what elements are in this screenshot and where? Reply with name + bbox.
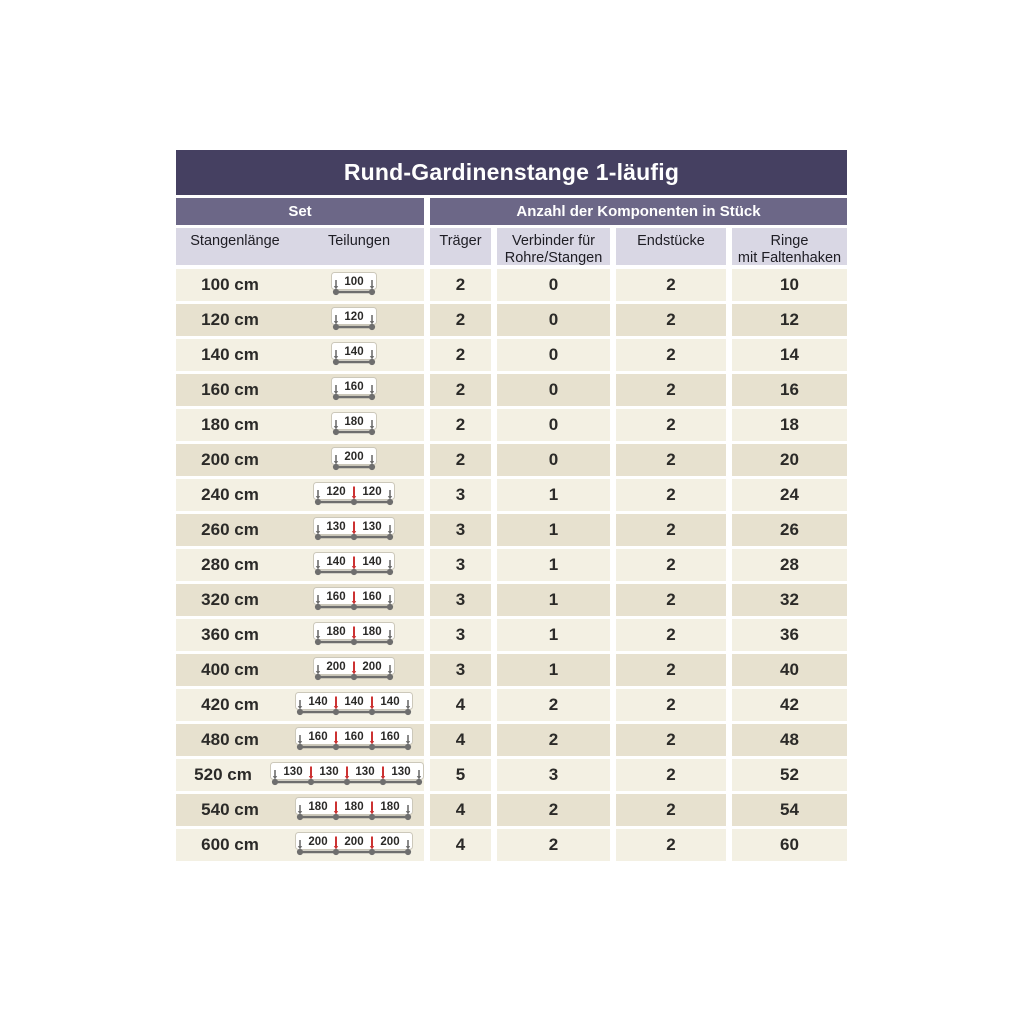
set-cell — [176, 269, 424, 301]
stangenlaenge-value: 280 cm — [201, 555, 259, 574]
traeger-value: 3 — [430, 549, 491, 581]
svg-text:180: 180 — [344, 800, 364, 813]
verbinder-value: 1 — [497, 549, 610, 581]
ringe-value: 12 — [732, 304, 847, 336]
teilungen-diagram — [284, 552, 424, 579]
ringe-value: 28 — [732, 549, 847, 581]
endstuecke-value: 2 — [616, 619, 726, 651]
svg-text:180: 180 — [308, 800, 328, 813]
table-row — [176, 724, 847, 756]
teilungen-diagram — [284, 342, 424, 369]
verbinder-value: 0 — [497, 304, 610, 336]
svg-text:200: 200 — [380, 835, 400, 848]
ringe-value: 42 — [732, 689, 847, 721]
table-title: Rund-Gardinenstange 1-läufig — [176, 150, 847, 195]
set-cell — [176, 759, 424, 791]
col-header-ringe — [732, 228, 847, 265]
traeger-value: 3 — [430, 479, 491, 511]
svg-text:140: 140 — [362, 555, 382, 568]
table-row — [176, 374, 847, 406]
teilungen-diagram — [284, 587, 424, 614]
stangenlaenge-value: 420 cm — [201, 695, 259, 714]
group-header-components: Anzahl der Komponenten in Stück — [430, 198, 847, 225]
endstuecke-value: 2 — [616, 584, 726, 616]
traeger-value: 2 — [430, 374, 491, 406]
endstuecke-value: 2 — [616, 444, 726, 476]
ringe-value: 20 — [732, 444, 847, 476]
endstuecke-value: 2 — [616, 514, 726, 546]
svg-text:160: 160 — [308, 730, 328, 743]
teilungen-diagram — [270, 762, 424, 789]
teilungen-diagram — [284, 377, 424, 404]
stangenlaenge-value: 360 cm — [201, 625, 259, 644]
verbinder-value: 0 — [497, 444, 610, 476]
svg-text:130: 130 — [362, 520, 382, 533]
svg-text:180: 180 — [380, 800, 400, 813]
traeger-value: 4 — [430, 689, 491, 721]
verbinder-value: 1 — [497, 654, 610, 686]
verbinder-value: 1 — [497, 514, 610, 546]
table-row — [176, 409, 847, 441]
svg-text:160: 160 — [326, 590, 346, 603]
verbinder-value: 1 — [497, 479, 610, 511]
set-cell — [176, 584, 424, 616]
ringe-value: 24 — [732, 479, 847, 511]
verbinder-value: 1 — [497, 584, 610, 616]
teilungen-diagram — [284, 307, 424, 334]
endstuecke-value: 2 — [616, 269, 726, 301]
svg-text:140: 140 — [344, 695, 364, 708]
ringe-value: 48 — [732, 724, 847, 756]
stangenlaenge-value: 180 cm — [201, 415, 259, 434]
set-cell — [176, 829, 424, 861]
ringe-value: 32 — [732, 584, 847, 616]
ringe-value: 36 — [732, 619, 847, 651]
set-cell — [176, 654, 424, 686]
svg-text:160: 160 — [362, 590, 382, 603]
traeger-value: 5 — [430, 759, 491, 791]
traeger-value: 2 — [430, 444, 491, 476]
endstuecke-value: 2 — [616, 794, 726, 826]
svg-text:100: 100 — [344, 275, 364, 288]
endstuecke-value: 2 — [616, 724, 726, 756]
column-header-row — [176, 228, 847, 265]
table-row — [176, 689, 847, 721]
table-row — [176, 479, 847, 511]
stangenlaenge-value: 240 cm — [201, 485, 259, 504]
svg-text:130: 130 — [391, 765, 411, 778]
endstuecke-value: 2 — [616, 654, 726, 686]
endstuecke-value: 2 — [616, 759, 726, 791]
col-header-set — [176, 228, 424, 265]
verbinder-value: 0 — [497, 269, 610, 301]
table-row — [176, 584, 847, 616]
col-header-verbinder-line2: Rohre/Stangen — [504, 250, 603, 266]
svg-text:200: 200 — [344, 835, 364, 848]
svg-text:200: 200 — [326, 660, 346, 673]
stangenlaenge-value: 260 cm — [201, 520, 259, 539]
verbinder-value: 0 — [497, 409, 610, 441]
svg-text:200: 200 — [344, 450, 364, 463]
traeger-value: 3 — [430, 584, 491, 616]
svg-text:130: 130 — [326, 520, 346, 533]
set-cell — [176, 339, 424, 371]
teilungen-diagram — [284, 622, 424, 649]
stangenlaenge-value: 200 cm — [201, 450, 259, 469]
teilungen-diagram — [284, 657, 424, 684]
set-cell — [176, 444, 424, 476]
table-row — [176, 269, 847, 301]
verbinder-value: 1 — [497, 619, 610, 651]
traeger-value: 2 — [430, 339, 491, 371]
stangenlaenge-value: 160 cm — [201, 380, 259, 399]
svg-text:120: 120 — [344, 310, 364, 323]
endstuecke-value: 2 — [616, 479, 726, 511]
traeger-value: 3 — [430, 619, 491, 651]
traeger-value: 3 — [430, 514, 491, 546]
teilungen-diagram — [284, 832, 424, 859]
set-cell — [176, 514, 424, 546]
svg-text:160: 160 — [344, 730, 364, 743]
table-body — [176, 269, 847, 861]
verbinder-value: 2 — [497, 829, 610, 861]
stangenlaenge-value: 320 cm — [201, 590, 259, 609]
ringe-value: 14 — [732, 339, 847, 371]
ringe-value: 52 — [732, 759, 847, 791]
stangenlaenge-value: 520 cm — [194, 765, 252, 784]
ringe-value: 16 — [732, 374, 847, 406]
teilungen-diagram — [284, 482, 424, 509]
col-header-traeger: Träger — [430, 228, 491, 265]
teilungen-diagram — [284, 272, 424, 299]
set-cell — [176, 549, 424, 581]
svg-text:140: 140 — [344, 345, 364, 358]
col-header-endstuecke: Endstücke — [616, 228, 726, 265]
table-row — [176, 829, 847, 861]
table-row — [176, 304, 847, 336]
verbinder-value: 0 — [497, 374, 610, 406]
svg-text:120: 120 — [362, 485, 382, 498]
svg-text:160: 160 — [380, 730, 400, 743]
set-cell — [176, 724, 424, 756]
teilungen-diagram — [284, 447, 424, 474]
set-cell — [176, 689, 424, 721]
table-row — [176, 654, 847, 686]
svg-text:160: 160 — [344, 380, 364, 393]
traeger-value: 4 — [430, 794, 491, 826]
col-header-verbinder — [497, 228, 610, 265]
svg-text:200: 200 — [308, 835, 328, 848]
svg-text:130: 130 — [283, 765, 303, 778]
svg-text:180: 180 — [344, 415, 364, 428]
set-cell — [176, 304, 424, 336]
endstuecke-value: 2 — [616, 549, 726, 581]
svg-text:120: 120 — [326, 485, 346, 498]
stangenlaenge-value: 100 cm — [201, 275, 259, 294]
verbinder-value: 0 — [497, 339, 610, 371]
svg-text:140: 140 — [308, 695, 328, 708]
set-cell — [176, 619, 424, 651]
traeger-value: 3 — [430, 654, 491, 686]
set-cell — [176, 794, 424, 826]
svg-text:130: 130 — [319, 765, 339, 778]
teilungen-diagram — [284, 412, 424, 439]
col-header-teilungen: Teilungen — [327, 233, 391, 249]
svg-text:130: 130 — [355, 765, 375, 778]
endstuecke-value: 2 — [616, 409, 726, 441]
stangenlaenge-value: 120 cm — [201, 310, 259, 329]
verbinder-value: 2 — [497, 724, 610, 756]
group-header-set: Set — [176, 198, 424, 225]
table-row — [176, 339, 847, 371]
table-row — [176, 549, 847, 581]
table-row — [176, 619, 847, 651]
ringe-value: 26 — [732, 514, 847, 546]
stangenlaenge-value: 540 cm — [201, 800, 259, 819]
teilungen-diagram — [284, 727, 424, 754]
stangenlaenge-value: 480 cm — [201, 730, 259, 749]
table-row — [176, 514, 847, 546]
verbinder-value: 3 — [497, 759, 610, 791]
endstuecke-value: 2 — [616, 304, 726, 336]
ringe-value: 54 — [732, 794, 847, 826]
endstuecke-value: 2 — [616, 829, 726, 861]
col-header-verbinder-line1: Verbinder für — [511, 233, 596, 249]
svg-text:180: 180 — [326, 625, 346, 638]
teilungen-diagram — [284, 692, 424, 719]
traeger-value: 2 — [430, 304, 491, 336]
traeger-value: 2 — [430, 409, 491, 441]
set-cell — [176, 374, 424, 406]
verbinder-value: 2 — [497, 794, 610, 826]
traeger-value: 4 — [430, 724, 491, 756]
verbinder-value: 2 — [497, 689, 610, 721]
ringe-value: 40 — [732, 654, 847, 686]
svg-text:200: 200 — [362, 660, 382, 673]
table-row — [176, 444, 847, 476]
group-header-row — [176, 198, 847, 225]
table-row — [176, 759, 847, 791]
svg-text:140: 140 — [380, 695, 400, 708]
stangenlaenge-value: 400 cm — [201, 660, 259, 679]
stangenlaenge-value: 600 cm — [201, 835, 259, 854]
traeger-value: 2 — [430, 269, 491, 301]
set-cell — [176, 479, 424, 511]
col-header-ringe-line1: Ringe — [770, 233, 809, 249]
svg-text:140: 140 — [326, 555, 346, 568]
col-header-ringe-line2: mit Faltenhaken — [737, 250, 842, 266]
component-spec-table — [176, 150, 847, 864]
stangenlaenge-value: 140 cm — [201, 345, 259, 364]
ringe-value: 18 — [732, 409, 847, 441]
svg-text:180: 180 — [362, 625, 382, 638]
traeger-value: 4 — [430, 829, 491, 861]
ringe-value: 60 — [732, 829, 847, 861]
teilungen-diagram — [284, 797, 424, 824]
teilungen-diagram — [284, 517, 424, 544]
ringe-value: 10 — [732, 269, 847, 301]
endstuecke-value: 2 — [616, 689, 726, 721]
endstuecke-value: 2 — [616, 374, 726, 406]
table-row — [176, 794, 847, 826]
col-header-stangenlaenge: Stangenlänge — [190, 233, 280, 249]
endstuecke-value: 2 — [616, 339, 726, 371]
set-cell — [176, 409, 424, 441]
